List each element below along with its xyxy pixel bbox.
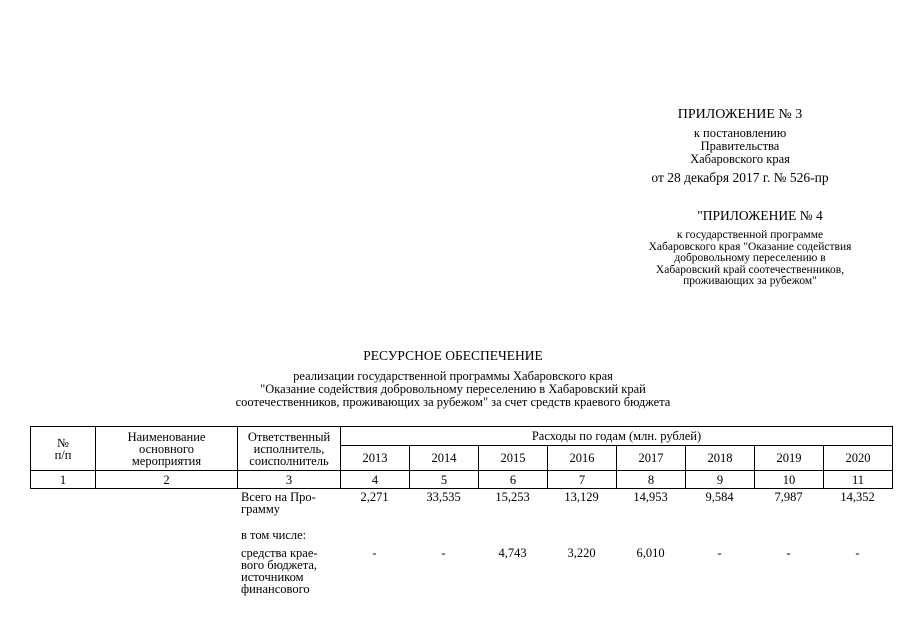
header-year: 2018 <box>686 446 755 471</box>
header-year: 2013 <box>341 446 410 471</box>
attachment-line: Хабаровского края <box>690 152 790 166</box>
attachment-line: Правительства <box>700 139 780 153</box>
appendix-line: Хабаровский край соотечественников, <box>655 263 845 276</box>
value-cell: 2,271 <box>360 490 389 504</box>
header-year: 2017 <box>617 446 686 471</box>
row-executor: в том числе: <box>241 528 307 542</box>
appendix-line: к государственной программе <box>676 229 824 241</box>
index-cell: 3 <box>238 471 341 489</box>
appendix-line: Хабаровского края "Оказание содействия <box>648 240 852 253</box>
value-cell: 14,953 <box>633 490 668 504</box>
index-cell: 1 <box>31 471 96 489</box>
resource-table-body <box>30 491 892 603</box>
index-cell: 2 <box>96 471 238 489</box>
header-name: Наименование основного мероприятия <box>96 427 238 471</box>
value-cell: - <box>786 546 791 560</box>
attachment-title: ПРИЛОЖЕНИЕ № 3 <box>677 107 803 122</box>
attachment-text <box>640 127 840 166</box>
index-cell: 4 <box>341 471 410 489</box>
appendix-line: проживающих за рубежом" <box>683 275 817 287</box>
value-cell: - <box>717 546 722 560</box>
appendix-line: добровольному переселению в <box>674 252 826 264</box>
value-cell: 3,220 <box>567 546 596 560</box>
header-number: № п/п <box>31 427 96 471</box>
table-row <box>30 547 892 603</box>
value-cell: 4,743 <box>498 546 527 560</box>
index-cell: 8 <box>617 471 686 489</box>
subtitle-line: "Оказание содействия добровольному переселению в Хабаровский край <box>260 382 646 396</box>
header-year: 2015 <box>479 446 548 471</box>
subtitle-line: реализации государственной программы Хабаровского края <box>293 369 613 383</box>
index-cell: 11 <box>824 471 893 489</box>
table-row <box>30 491 892 529</box>
subtitle-line: соотечественников, проживающих за рубежом" за счет средств краевого бюджета <box>235 395 671 409</box>
header-executor: Ответственный исполнитель, соисполнитель <box>238 427 341 471</box>
resource-table-header <box>30 426 893 489</box>
value-cell: 7,987 <box>774 490 803 504</box>
value-cell: 33,535 <box>426 490 461 504</box>
value-cell: - <box>441 546 446 560</box>
value-cell: 9,584 <box>705 490 734 504</box>
header-year: 2016 <box>548 446 617 471</box>
header-expenses: Расходы по годам (млн. рублей) <box>341 427 893 446</box>
index-cell: 7 <box>548 471 617 489</box>
appendix-title: "ПРИЛОЖЕНИЕ № 4 <box>697 208 823 223</box>
value-cell: 13,129 <box>564 490 599 504</box>
document-title: РЕСУРСНОЕ ОБЕСПЕЧЕНИЕ <box>363 348 543 363</box>
value-cell: - <box>372 546 377 560</box>
value-cell: 6,010 <box>636 546 665 560</box>
row-executor: Всего на Про- грамму <box>241 490 316 516</box>
header-year: 2020 <box>824 446 893 471</box>
attachment-date: от 28 декабря 2017 г. № 526-пр <box>651 170 829 185</box>
header-year: 2019 <box>755 446 824 471</box>
index-cell: 9 <box>686 471 755 489</box>
header-year: 2014 <box>410 446 479 471</box>
table-row <box>30 529 892 547</box>
value-cell: 14,352 <box>840 490 875 504</box>
document-subtitle <box>30 370 876 409</box>
index-cell: 5 <box>410 471 479 489</box>
appendix-text <box>620 230 880 288</box>
attachment-line: к постановлению <box>693 126 787 140</box>
index-cell: 10 <box>755 471 824 489</box>
row-executor: средства крае- вого бюджета, источником финансового <box>241 546 318 596</box>
index-cell: 6 <box>479 471 548 489</box>
value-cell: - <box>855 546 860 560</box>
value-cell: 15,253 <box>495 490 530 504</box>
